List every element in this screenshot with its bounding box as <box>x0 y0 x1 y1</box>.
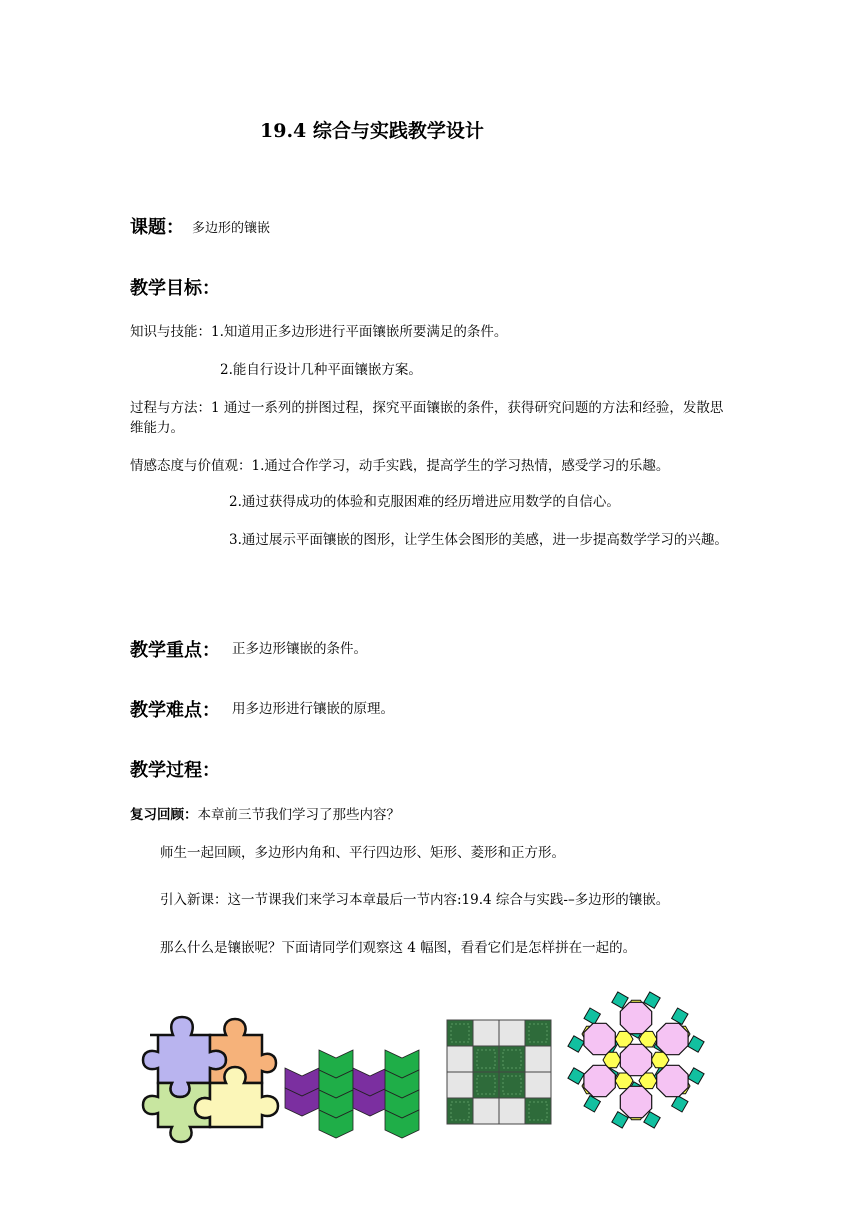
goal-emotion-3: 3.通过展示平面镶嵌的图形，让学生体会图形的美感，进一步提高数学学习的兴趣。 <box>229 532 728 548</box>
square-tile <box>584 1008 600 1024</box>
chevron-tessellation-figure <box>285 1050 425 1130</box>
difficulty-value: 用多边形进行镶嵌的原理。 <box>232 701 394 717</box>
goal-knowledge-1: 知识与技能：1.知道用正多边形进行平面镶嵌所要满足的条件。 <box>130 324 508 340</box>
square-tile <box>473 1098 499 1124</box>
document-title: 19.4 综合与实践教学设计 <box>260 120 484 142</box>
goal-knowledge-2: 2.能自行设计几种平面镶嵌方案。 <box>220 362 422 378</box>
difficulty-label: 教学难点： <box>130 700 220 721</box>
procedure-p2: 引入新课：这一节课我们来学习本章最后一节内容:19.4 综合与实践-–多边形的镶嵌。 <box>160 892 670 908</box>
square-tile <box>688 1036 704 1052</box>
square-tile <box>499 1098 525 1124</box>
octagon-tile <box>620 1044 651 1075</box>
procedure-p3: 那么什么是镶嵌呢？下面请同学们观察这 4 幅图，看看它们是怎样拼在一起的。 <box>160 940 637 956</box>
octagon-tile <box>657 1065 688 1096</box>
square-tile <box>525 1046 551 1072</box>
octagon-tile <box>584 1065 615 1096</box>
square-tile <box>568 1036 584 1052</box>
octagon-tiling-figure <box>566 990 706 1130</box>
square-tile <box>525 1072 551 1098</box>
octagon-tile <box>620 1002 651 1033</box>
review-label: 复习回顾： <box>130 807 198 823</box>
square-tile <box>584 1096 600 1112</box>
goals-heading: 教学目标： <box>130 278 220 299</box>
goal-process: 过程与方法：1 通过一系列的拼图过程，探究平面镶嵌的条件，获得研究问题的方法和经验，发散思维能力。 <box>130 400 724 436</box>
keypoint-value: 正多边形镶嵌的条件。 <box>232 641 367 657</box>
procedure-p1: 师生一起回顾，多边形内角和、平行四边形、矩形、菱形和正方形。 <box>160 845 565 861</box>
square-tile <box>473 1020 499 1046</box>
square-tiling-figure <box>447 1020 551 1124</box>
review-text: 本章前三节我们学习了那些内容？ <box>197 807 400 823</box>
topic-value: 多边形的镶嵌 <box>192 221 271 236</box>
square-tile <box>568 1068 584 1084</box>
square-tile <box>672 1008 688 1024</box>
octagon-tile <box>657 1023 688 1054</box>
square-tile <box>447 1046 473 1072</box>
goal-emotion-1: 情感态度与价值观：1.通过合作学习，动手实践，提高学生的学习热情，感受学习的乐趣。 <box>130 458 670 474</box>
square-tile <box>447 1072 473 1098</box>
octagon-tile <box>620 1086 651 1117</box>
square-tile <box>672 1096 688 1112</box>
puzzle-tessellation-figure <box>138 1005 283 1145</box>
topic-label: 课题： <box>130 217 184 238</box>
goal-emotion-2: 2.通过获得成功的体验和克服困难的经历增进应用数学的自信心。 <box>229 494 620 510</box>
octagon-tile <box>584 1023 615 1054</box>
keypoint-label: 教学重点： <box>130 640 220 661</box>
square-tile <box>499 1020 525 1046</box>
procedure-heading: 教学过程： <box>130 760 220 781</box>
square-tile <box>688 1068 704 1084</box>
